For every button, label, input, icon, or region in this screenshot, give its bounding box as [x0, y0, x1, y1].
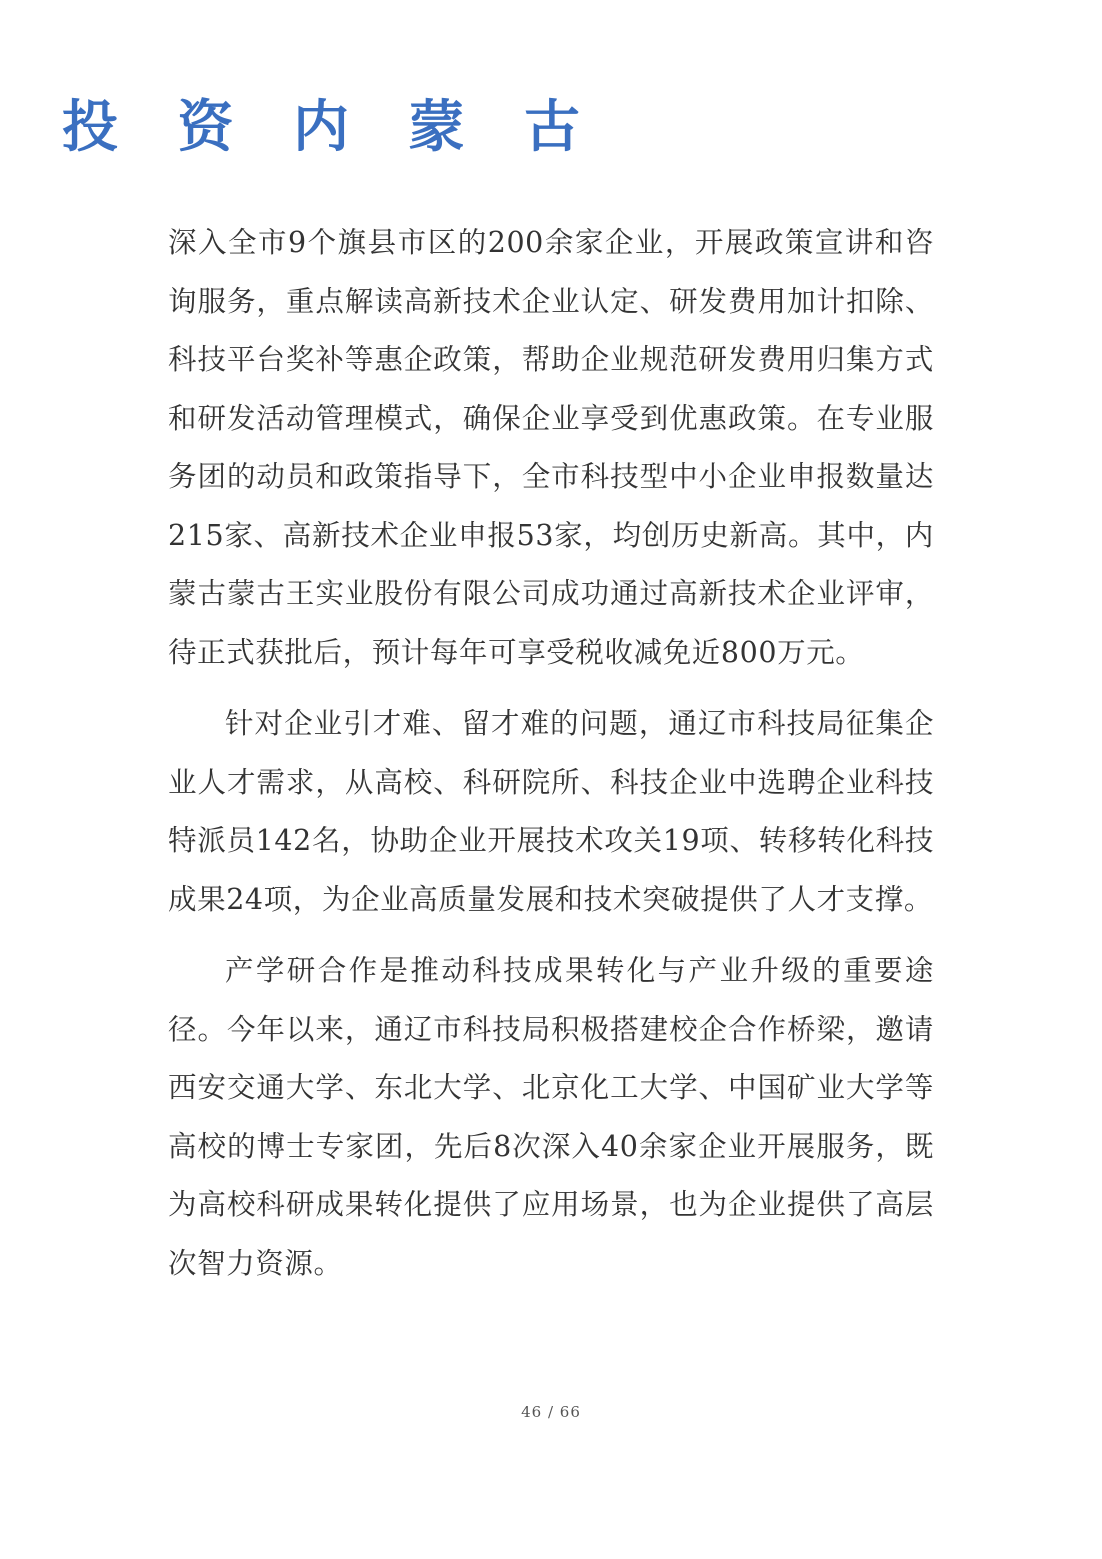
- page-number: 46 / 66: [521, 1403, 581, 1421]
- article-body: [168, 214, 934, 1293]
- paragraph-talent: 针对企业引才难、留才难的问题，通辽市科技局征集企业人才需求，从高校、科研院所、科技企业中选聘企业科技特派员142名，协助企业开展技术攻关19项、转移转化科技成果24项，为企业高质量发展和技术突破提供了人才支撑。: [168, 707, 934, 916]
- publication-title: 投 资 内 蒙 古: [62, 94, 600, 160]
- paragraph-continued: 深入全市9个旗县市区的200余家企业，开展政策宣讲和咨询服务，重点解读高新技术企业认定、研发费用加计扣除、科技平台奖补等惠企政策，帮助企业规范研发费用归集方式和研发活动管理模式，确保企业享受到优惠政策。在专业服务团的动员和政策指导下，全市科技型中小企业申报数量达215家、高新技术企业申报53家，均创历史新高。其中，内蒙古蒙古王实业股份有限公司成功通过高新技术企业评审，待正式获批后，预计每年可享受税收减免近800万元。: [168, 226, 934, 669]
- paragraph-industry-academia: 产学研合作是推动科技成果转化与产业升级的重要途径。今年以来，通辽市科技局积极搭建校企合作桥梁，邀请西安交通大学、东北大学、北京化工大学、中国矿业大学等高校的博士专家团，先后8次深入40余家企业开展服务，既为高校科研成果转化提供了应用场景，也为企业提供了高层次智力资源。: [168, 954, 934, 1280]
